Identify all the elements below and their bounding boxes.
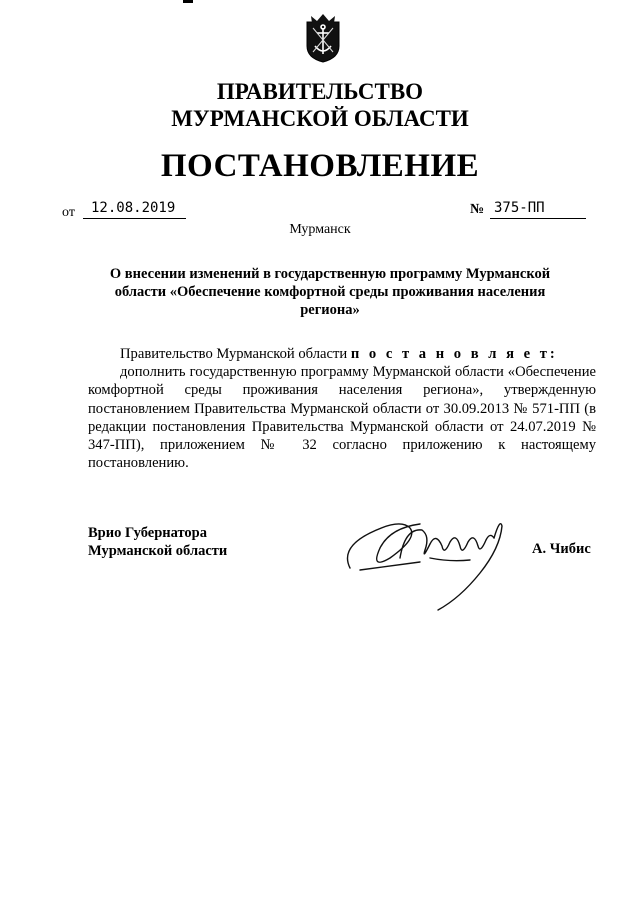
document-number: 375-ПП <box>490 200 586 219</box>
document-date: 12.08.2019 <box>83 200 186 219</box>
signer-name: А. Чибис <box>532 541 591 557</box>
signer-position-line1: Врио Губернатора <box>88 525 207 541</box>
document-type: ПОСТАНОВЛЕНИЕ <box>160 148 480 184</box>
org-name-line1: ПРАВИТЕЛЬСТВО <box>216 79 424 104</box>
main-paragraph: дополнить государственную программу Мурманской области «Обеспечение комфортной среды проживания населения региона», утвержденную постановлением Правительства Мурманской области от 30.09.2013 № 571-ПП (в редакции постановления Правительства Мурманской области от 24.07.2019 № 347-ПП), приложением № 32 согласно приложению к настоящему постановлению. <box>88 364 596 472</box>
intro-text: Правительство Мурманской области <box>120 346 351 362</box>
org-name-line2: МУРМАНСКОЙ ОБЛАСТИ <box>171 106 469 131</box>
murmansk-coat-of-arms-icon <box>303 12 343 64</box>
handwritten-signature-icon <box>330 488 530 618</box>
document-body <box>88 345 596 472</box>
document-title: О внесении изменений в государственную программу Мурманской области «Обеспечение комфортной среды проживания населения региона» <box>109 266 551 318</box>
decree-word: п о с т а н о в л я е т: <box>350 346 558 362</box>
city: Мурманск <box>289 222 351 237</box>
date-prefix: от <box>62 205 75 220</box>
number-prefix: № <box>470 202 485 217</box>
signer-position <box>88 524 227 560</box>
intro-paragraph <box>88 345 596 363</box>
scan-mark <box>183 0 193 3</box>
signer-position-line2: Мурманской области <box>88 543 228 559</box>
